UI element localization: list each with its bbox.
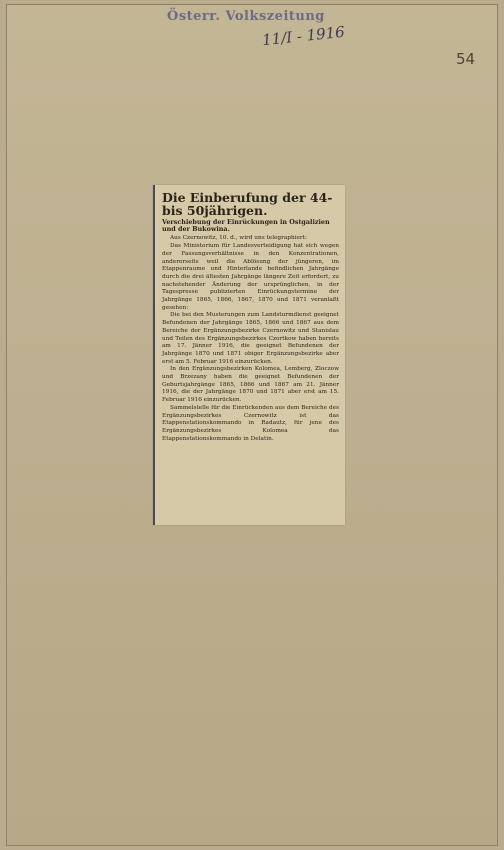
- newspaper-name-stamp: Österr. Volkszeitung: [167, 9, 325, 24]
- article-headline: Die Einberufung der 44- bis 50jährigen.: [162, 190, 333, 218]
- article-paragraph: In den Ergänzungsbezirken Kolomea, Lemberg, Zloczow und Brzezany haben die geeignet Befundenen der Geburtsjahrgänge 1865, 1866 und 1867 am 21. Jänner 1916, die der Jahrgänge 1870 und 1871 aber erst am 15. Februar 1916 einzurücken.: [162, 366, 339, 404]
- archive-sheet: [6, 4, 498, 846]
- page-number: 54: [456, 50, 476, 68]
- article-subheadline: Verschiebung der Einrückungen in Ostgalizien und der Bukowina.: [162, 218, 330, 234]
- handwritten-date: 11/I - 1916: [261, 22, 346, 50]
- newspaper-clipping: [153, 185, 345, 525]
- article-paragraph: Das Ministerium für Landesverteidigung hat sich wegen der Fassungsverhältnisse in den Konzentrationen, andererseits weil die Ablösung der jüngeren, im Etappenraume und Hinterlande befindlichen Jahrgänge durch die drei ältesten Jahrgänge längere Zeit erfordert, zu nachstehender Änderung der ursprünglichen, in der Tagespresse publizierten Einrückungstermine der Jahrgänge 1865, 1866, 1867, 1870 und 1871 veranlaßt gesehen:: [162, 243, 339, 311]
- article-paragraph: Sammelstelle für die Einrückenden aus dem Bereiche des Ergänzungsbezirkes Czernowitz ist das Etappenstationskommando in Radautz, für jene des Ergänzungsbezirkes Kolomea das Etappenstationskommando in Delatin.: [162, 404, 339, 442]
- article-paragraph: Die bei den Musterungen zum Landsturmdienst geeignet Befundenen der Jahrgänge 1865, 1866 und 1867 aus dem Bereiche der Ergänzungsbezirke Czernowitz und Stanislau und Teilen des Ergänzungsbezirkes Czortkow haben bereits am 17. Jänner 1916, die geeignet Befundenen der Jahrgänge 1870 und 1871 obiger Ergänzungsbezirke aber erst am 5. Februar 1916 einzurücken.: [162, 312, 339, 365]
- article-paragraph: Aus Czernowitz, 10. d., wird uns telegraphiert:: [170, 235, 307, 242]
